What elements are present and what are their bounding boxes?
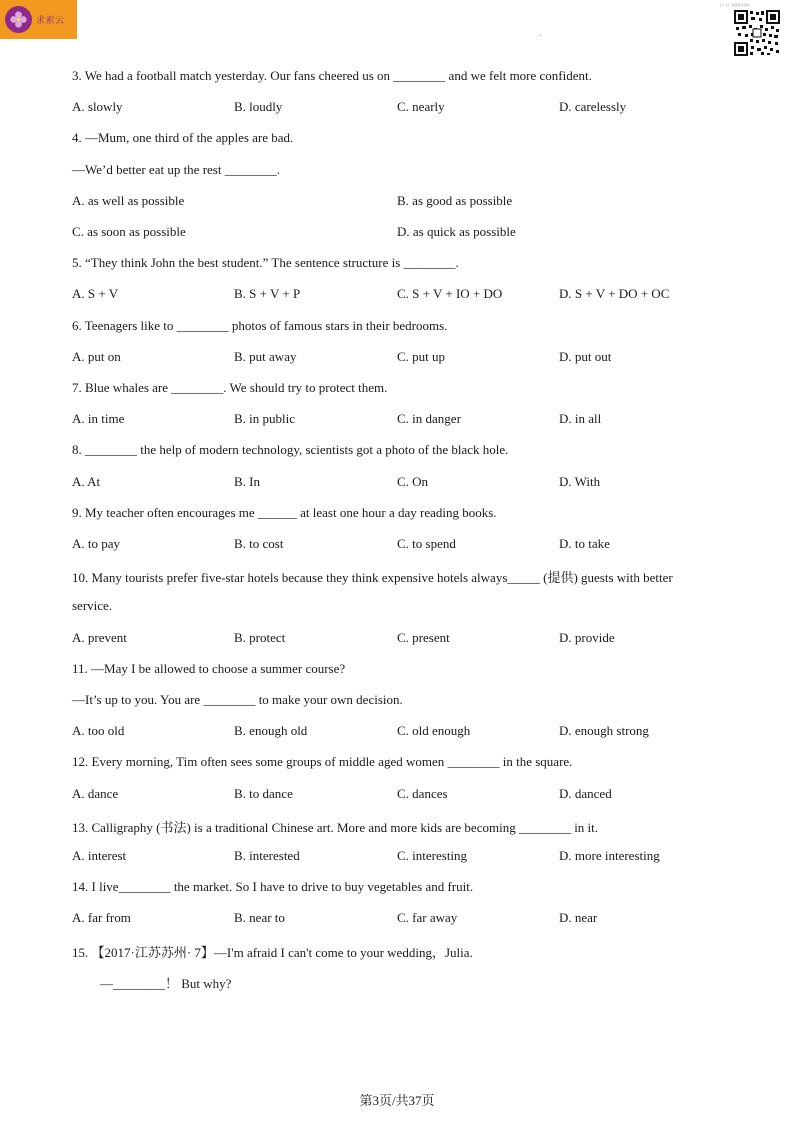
option-d[interactable]: D. provide	[559, 630, 615, 645]
option-c[interactable]: C. as soon as possible	[72, 224, 186, 239]
question-11-stem: 11. —May I be allowed to choose a summer course?	[72, 661, 346, 676]
option-c[interactable]: C. old enough	[397, 723, 471, 738]
option-a[interactable]: A. in time	[72, 411, 125, 426]
flower-logo-icon	[5, 6, 32, 33]
option-a[interactable]: A. as well as possible	[72, 193, 185, 208]
question-4-options-row1	[72, 193, 752, 211]
option-b[interactable]: B. protect	[234, 630, 286, 645]
option-c[interactable]: C. nearly	[397, 99, 445, 114]
option-d[interactable]: D. S + V + DO + OC	[559, 286, 670, 301]
stray-dot	[540, 35, 541, 36]
question-5-options	[72, 286, 752, 304]
option-d[interactable]: D. near	[559, 910, 598, 925]
option-b[interactable]: B. near to	[234, 910, 285, 925]
option-d[interactable]: D. carelessly	[559, 99, 627, 114]
option-c[interactable]: C. On	[397, 474, 429, 489]
question-14-options	[72, 910, 752, 928]
question-8-stem: 8. ________ the help of modern technology, scientists got a photo of the black hole.	[72, 442, 509, 457]
option-d[interactable]: D. in all	[559, 411, 602, 426]
option-b[interactable]: B. S + V + P	[234, 286, 301, 301]
question-10-options	[72, 630, 752, 648]
option-b[interactable]: B. loudly	[234, 99, 283, 114]
question-10-stem-cont: service.	[72, 598, 113, 613]
option-d[interactable]: D. enough strong	[559, 723, 649, 738]
option-d[interactable]: D. danced	[559, 786, 612, 801]
question-13-stem: 13. Calligraphy (书法) is a traditional Chinese art. More and more kids are becoming ________ in it.	[72, 820, 599, 835]
page-number: 第3页/共37页	[359, 1093, 435, 1108]
option-b[interactable]: B. interested	[234, 848, 300, 863]
question-15-stem: 15. 【2017·江苏苏州· 7】—I'm afraid I can't come to your wedding，Julia.	[72, 945, 473, 960]
question-7-stem: 7. Blue whales are ________. We should try to protect them.	[72, 380, 388, 395]
question-11-stem-reply: —It’s up to you. You are ________ to make your own decision.	[72, 692, 403, 707]
option-d[interactable]: D. to take	[559, 536, 610, 551]
option-c[interactable]: C. to spend	[397, 536, 456, 551]
option-b[interactable]: B. enough old	[234, 723, 308, 738]
option-a[interactable]: A. far from	[72, 910, 131, 925]
option-b[interactable]: B. as good as possible	[397, 193, 513, 208]
question-15-stem-reply: —________！ But why?	[100, 976, 232, 991]
question-8-options	[72, 474, 752, 492]
option-a[interactable]: A. put on	[72, 349, 121, 364]
option-a[interactable]: A. dance	[72, 786, 119, 801]
question-6-options	[72, 349, 752, 367]
option-a[interactable]: A. to pay	[72, 536, 121, 551]
option-c[interactable]: C. present	[397, 630, 450, 645]
option-a[interactable]: A. S + V	[72, 286, 119, 301]
question-9-stem: 9. My teacher often encourages me ______ at least one hour a day reading books.	[72, 505, 497, 520]
option-b[interactable]: B. to dance	[234, 786, 293, 801]
option-c[interactable]: C. S + V + IO + DO	[397, 286, 503, 301]
option-d[interactable]: D. With	[559, 474, 601, 489]
question-3-stem: 3. We had a football match yesterday. Our fans cheered us on ________ and we felt more confident.	[72, 68, 592, 83]
question-4-options-row2	[72, 224, 752, 242]
option-c[interactable]: C. far away	[397, 910, 458, 925]
option-d[interactable]: D. more interesting	[559, 848, 660, 863]
brand-name: 求索云	[36, 16, 65, 26]
question-10-stem: 10. Many tourists prefer five-star hotels because they think expensive hotels always_____ (提供) guests with better	[72, 570, 673, 585]
option-b[interactable]: B. put away	[234, 349, 297, 364]
question-6-stem: 6. Teenagers like to ________ photos of famous stars in their bedrooms.	[72, 318, 448, 333]
option-a[interactable]: A. slowly	[72, 99, 123, 114]
option-b[interactable]: B. In	[234, 474, 260, 489]
option-a[interactable]: A. At	[72, 474, 101, 489]
question-14-stem: 14. I live________ the market. So I have to drive to buy vegetables and fruit.	[72, 879, 474, 894]
question-12-stem: 12. Every morning, Tim often sees some groups of middle aged women ________ in the square.	[72, 754, 573, 769]
brand-logo	[0, 0, 77, 39]
question-11-options	[72, 723, 752, 741]
qr-caption: 扫一扫 · 获取更多资料	[720, 3, 750, 7]
option-d[interactable]: D. put out	[559, 349, 612, 364]
question-7-options	[72, 411, 752, 429]
option-c[interactable]: C. interesting	[397, 848, 468, 863]
question-4-stem: 4. —Mum, one third of the apples are bad.	[72, 130, 294, 145]
option-c[interactable]: C. dances	[397, 786, 448, 801]
question-12-options	[72, 786, 752, 804]
option-c[interactable]: C. put up	[397, 349, 446, 364]
question-5-stem: 5. “They think John the best student.” The sentence structure is ________.	[72, 255, 459, 270]
qr-code-icon	[734, 4, 780, 56]
question-4-stem-reply: —We’d better eat up the rest ________.	[72, 162, 280, 177]
question-9-options	[72, 536, 752, 554]
option-a[interactable]: A. prevent	[72, 630, 127, 645]
option-b[interactable]: B. to cost	[234, 536, 284, 551]
question-3-options	[72, 99, 752, 117]
option-c[interactable]: C. in danger	[397, 411, 461, 426]
option-d[interactable]: D. as quick as possible	[397, 224, 516, 239]
option-b[interactable]: B. in public	[234, 411, 296, 426]
option-a[interactable]: A. interest	[72, 848, 127, 863]
option-a[interactable]: A. too old	[72, 723, 125, 738]
question-13-options	[72, 848, 752, 866]
